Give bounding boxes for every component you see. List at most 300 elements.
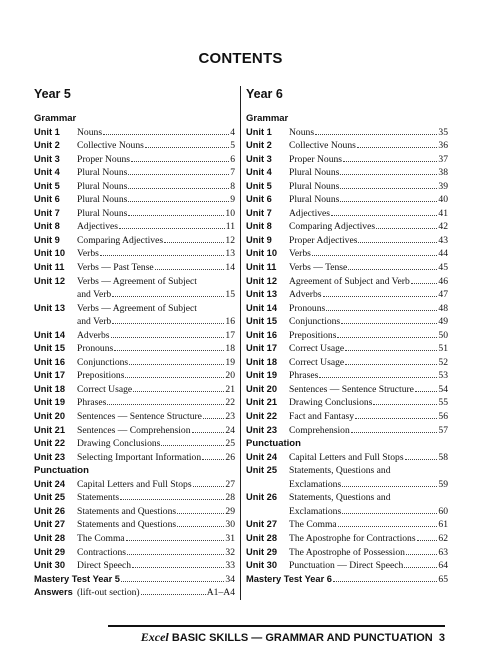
page-number: 39 [438, 180, 448, 192]
page-number: 37 [438, 153, 448, 165]
dot-leader [127, 546, 224, 555]
dot-leader [120, 491, 224, 500]
toc-entry[interactable] [34, 329, 235, 343]
unit-number: Unit 23 [34, 451, 65, 462]
unit-number: Unit 1 [246, 126, 272, 137]
grammar-heading: Grammar [34, 113, 77, 124]
toc-entry[interactable] [246, 166, 448, 180]
dot-leader [343, 153, 437, 162]
unit-title: Nouns [77, 126, 103, 138]
unit-title: Prepositions [289, 329, 337, 341]
dot-leader [126, 532, 225, 541]
page-number: 22 [225, 397, 235, 409]
unit-title: Plural Nouns [289, 194, 340, 206]
toc-entry-line [246, 207, 448, 221]
page-number: 33 [225, 560, 235, 572]
toc-entry[interactable] [246, 329, 448, 343]
unit-number: Unit 30 [246, 560, 277, 571]
toc-entry[interactable] [246, 139, 448, 153]
mastery-test-entry[interactable] [246, 573, 448, 587]
dot-leader [326, 302, 437, 311]
unit-title: Collective Nouns [77, 140, 144, 152]
page-number: 49 [438, 316, 448, 328]
toc-entry-line [246, 424, 448, 438]
dot-leader [323, 288, 438, 297]
unit-title: Verbs [77, 248, 99, 260]
page-title: CONTENTS [198, 50, 283, 67]
page-number: 46 [438, 275, 448, 287]
toc-entry[interactable] [34, 139, 235, 153]
page-number: A1–A4 [206, 587, 235, 599]
page-number: 10 [225, 207, 235, 219]
toc-entry[interactable] [246, 153, 448, 167]
unit-number: Unit 3 [34, 153, 60, 164]
unit-title: Adjectives [289, 207, 331, 219]
toc-entry[interactable] [246, 424, 448, 438]
unit-number: Unit 10 [246, 248, 277, 259]
page-number: 18 [225, 343, 235, 355]
unit-title: Sentences — Comprehension [77, 424, 191, 436]
dot-leader [119, 220, 225, 229]
unit-title: Plural Nouns [289, 180, 340, 192]
toc-entry[interactable] [246, 383, 448, 397]
unit-number: Unit 21 [246, 397, 277, 408]
page-number: 65 [438, 573, 448, 585]
toc-entry[interactable] [246, 180, 448, 194]
unit-number: Unit 12 [34, 275, 65, 286]
unit-number: Unit 6 [34, 194, 60, 205]
unit-title: The Apostrophe of Possession [289, 546, 405, 558]
grammar-list [34, 126, 235, 465]
toc-entry[interactable] [246, 234, 448, 248]
toc-entry[interactable] [246, 518, 448, 532]
toc-entry[interactable] [246, 126, 448, 140]
mastery-test-entry[interactable] [34, 573, 235, 587]
year-heading: Year 6 [246, 87, 283, 101]
page-number: 56 [438, 411, 448, 423]
unit-title: Proper Adjectives [289, 234, 358, 246]
year-5-column [34, 86, 235, 600]
toc-entry[interactable] [246, 193, 448, 207]
toc-entry[interactable] [34, 126, 235, 140]
unit-number: Unit 22 [34, 438, 65, 449]
unit-title: Phrases [77, 397, 107, 409]
page-number: 28 [225, 492, 235, 504]
unit-title: Pronouns [289, 302, 326, 314]
unit-number: Unit 4 [246, 167, 272, 178]
unit-title: The Comma [77, 532, 125, 544]
toc-entry[interactable] [34, 396, 235, 410]
unit-number: Unit 15 [246, 316, 277, 327]
unit-number: Unit 4 [34, 167, 60, 178]
unit-title: Correct Usage [289, 356, 345, 368]
page-number: 38 [438, 167, 448, 179]
page-number: 27 [225, 478, 235, 490]
unit-number: Unit 28 [34, 532, 65, 543]
dot-leader [337, 329, 437, 338]
unit-title: Adverbs [77, 329, 110, 341]
toc-entry-line [246, 315, 448, 329]
dot-leader [340, 166, 437, 175]
unit-title-continued: Exclamations [289, 505, 342, 517]
toc-entry[interactable] [246, 247, 448, 261]
toc-entry-line [246, 356, 448, 370]
toc-entry[interactable] [34, 478, 235, 492]
page-number: 26 [225, 451, 235, 463]
unit-number: Unit 26 [246, 492, 277, 503]
unit-title: Prepositions [77, 370, 125, 382]
page-number: 14 [225, 262, 235, 274]
toc-entry[interactable] [246, 288, 448, 302]
unit-title: Direct Speech [77, 560, 132, 572]
toc-entry-line [34, 437, 235, 451]
unit-number: Unit 11 [246, 262, 277, 273]
toc-entry[interactable] [34, 410, 235, 424]
toc-entry[interactable] [34, 559, 235, 573]
unit-title: Punctuation — Direct Speech [289, 560, 404, 572]
dot-leader [203, 410, 224, 419]
dot-leader [411, 275, 438, 284]
page-number: 34 [225, 573, 235, 585]
unit-number: Unit 7 [246, 207, 272, 218]
unit-number: Unit 18 [34, 383, 65, 394]
unit-number: Unit 11 [34, 262, 65, 273]
toc-entry[interactable] [34, 220, 235, 234]
toc-entry[interactable] [246, 342, 448, 356]
unit-number: Unit 22 [246, 411, 277, 422]
toc-entry[interactable] [34, 153, 235, 167]
toc-entry[interactable] [246, 261, 448, 275]
toc-entry-line [34, 193, 235, 207]
dot-leader [100, 247, 225, 256]
dot-leader [121, 573, 224, 582]
toc-entry[interactable] [34, 369, 235, 383]
dot-leader [193, 478, 225, 487]
unit-number: Unit 21 [34, 424, 65, 435]
toc-entry-line [246, 234, 448, 248]
toc-entry[interactable] [246, 532, 448, 546]
toc-entry-line [246, 180, 448, 194]
grammar-list [246, 126, 448, 438]
page-number: 35 [438, 126, 448, 138]
unit-number: Unit 27 [34, 519, 65, 530]
page-number: 53 [438, 370, 448, 382]
dot-leader [338, 518, 438, 527]
unit-number: Unit 24 [34, 478, 65, 489]
toc-entry-line [34, 207, 235, 221]
dot-leader [340, 193, 437, 202]
toc-entry-line [34, 383, 235, 397]
page-number: 16 [225, 316, 235, 328]
dot-leader [404, 559, 437, 568]
toc-entry[interactable] [34, 356, 235, 370]
toc-entry[interactable] [34, 505, 235, 519]
page-number: 62 [438, 532, 448, 544]
page-number: 43 [438, 234, 448, 246]
toc-entry[interactable] [246, 546, 448, 560]
unit-title: Verbs — Agreement of Subject [77, 275, 197, 287]
toc-entry-line [34, 315, 235, 329]
page-number: 61 [438, 519, 448, 531]
toc-entry-line [34, 275, 235, 289]
unit-number: Unit 3 [246, 153, 272, 164]
unit-number: Unit 16 [246, 329, 277, 340]
toc-entry[interactable] [34, 234, 235, 248]
unit-title: Drawing Conclusions [289, 397, 373, 409]
toc-entry-line [34, 261, 235, 275]
toc-entry-line [246, 288, 448, 302]
punctuation-list [246, 451, 448, 573]
unit-title: Statements, Questions and [289, 465, 391, 477]
unit-title: Selecting Important Information [77, 451, 202, 463]
dot-leader [145, 139, 229, 148]
page-number: 51 [438, 343, 448, 355]
toc-entry[interactable] [34, 342, 235, 356]
unit-number: Unit 17 [34, 370, 65, 381]
brand-logo: Excel [140, 630, 169, 644]
toc-entry[interactable] [34, 193, 235, 207]
dot-leader [345, 342, 437, 351]
toc-entry-line [246, 261, 448, 275]
toc-entry-line [246, 302, 448, 316]
unit-number: Unit 1 [34, 126, 60, 137]
page-number: 19 [225, 356, 235, 368]
unit-title: Sentences — Sentence Structure [77, 411, 202, 423]
toc-entry[interactable] [34, 207, 235, 221]
unit-number: Unit 28 [246, 532, 277, 543]
dot-leader [348, 261, 437, 270]
toc-entry[interactable] [34, 383, 235, 397]
toc-entry[interactable] [34, 247, 235, 261]
unit-title: Verbs [289, 248, 311, 260]
page-number: 6 [230, 153, 235, 165]
toc-entry-line [34, 410, 235, 424]
page-number: 58 [438, 451, 448, 463]
unit-number: Unit 13 [34, 302, 65, 313]
toc-entry[interactable] [34, 261, 235, 275]
unit-title: Plural Nouns [77, 167, 128, 179]
toc-entry-line [246, 451, 448, 465]
page-number: 11 [225, 221, 235, 233]
unit-title: Adverbs [289, 289, 322, 301]
toc-entry-line [246, 383, 448, 397]
toc-entry[interactable] [246, 451, 448, 465]
unit-number: Unit 26 [34, 505, 65, 516]
toc-entry[interactable] [246, 464, 448, 491]
dot-leader [133, 383, 224, 392]
toc-entry-line [246, 153, 448, 167]
unit-number: Unit 24 [246, 451, 277, 462]
toc-entry-line [34, 356, 235, 370]
toc-entry[interactable] [34, 532, 235, 546]
page-number: 57 [438, 424, 448, 436]
page-number: 24 [225, 424, 235, 436]
mastery-test-label: Mastery Test Year 5 [34, 573, 120, 584]
page-number: 36 [438, 140, 448, 152]
unit-number: Unit 13 [246, 289, 277, 300]
page-number: 50 [438, 329, 448, 341]
toc-entry[interactable] [246, 559, 448, 573]
dot-leader [357, 139, 438, 148]
answers-entry[interactable] [34, 586, 235, 600]
toc-entry[interactable] [246, 410, 448, 424]
toc-entry-line [34, 559, 235, 573]
toc-entry-line [246, 329, 448, 343]
dot-leader [125, 369, 224, 378]
unit-number: Unit 23 [246, 424, 277, 435]
dot-leader [177, 505, 224, 514]
toc-entry[interactable] [34, 451, 235, 465]
toc-entry-line [34, 166, 235, 180]
toc-entry-line [246, 491, 448, 505]
page-number: 21 [225, 383, 235, 395]
dot-leader [351, 424, 438, 433]
toc-entry-line [246, 247, 448, 261]
answers-title: (lift-out section) [77, 587, 140, 599]
dot-leader [355, 410, 437, 419]
unit-title: Verbs — Tense [289, 262, 348, 274]
dot-leader [319, 369, 437, 378]
unit-number: Unit 6 [246, 194, 272, 205]
unit-number: Unit 20 [34, 411, 65, 422]
page-number: 8 [230, 180, 235, 192]
unit-title: Verbs — Past Tense [77, 262, 154, 274]
toc-entry-line [246, 559, 448, 573]
punctuation-heading: Punctuation [34, 465, 89, 477]
dot-leader [128, 207, 224, 216]
unit-title: Pronouns [77, 343, 114, 355]
unit-title: Capital Letters and Full Stops [77, 478, 192, 490]
unit-number: Unit 8 [34, 221, 60, 232]
page-number: 60 [438, 505, 448, 517]
unit-title-continued: Exclamations [289, 478, 342, 490]
toc-entry-line [246, 410, 448, 424]
page-number: 29 [225, 505, 235, 517]
toc-entry[interactable] [246, 396, 448, 410]
unit-title: Conjunctions [77, 356, 129, 368]
unit-title: Sentences — Sentence Structure [289, 383, 414, 395]
page-number: 12 [225, 234, 235, 246]
toc-entry[interactable] [246, 220, 448, 234]
toc-entry-line [34, 247, 235, 261]
unit-title: Nouns [289, 126, 315, 138]
toc-entry-line [34, 288, 235, 302]
toc-entry[interactable] [246, 275, 448, 289]
unit-number: Unit 2 [246, 140, 272, 151]
dot-leader [161, 437, 224, 446]
unit-number: Unit 9 [34, 234, 60, 245]
unit-title: Proper Nouns [77, 153, 131, 165]
dot-leader [177, 518, 224, 527]
toc-entry[interactable] [34, 275, 235, 302]
unit-number: Unit 14 [34, 329, 65, 340]
toc-entry[interactable] [34, 518, 235, 532]
toc-entry[interactable] [246, 491, 448, 518]
dot-leader [315, 126, 437, 135]
unit-number: Unit 29 [34, 546, 65, 557]
toc-entry[interactable] [34, 437, 235, 451]
dot-leader [103, 126, 229, 135]
toc-entry[interactable] [246, 315, 448, 329]
toc-entry[interactable] [34, 180, 235, 194]
unit-number: Unit 19 [246, 370, 277, 381]
unit-number: Unit 16 [34, 356, 65, 367]
unit-title: Plural Nouns [77, 180, 128, 192]
dot-leader [406, 546, 437, 555]
toc-entry[interactable] [34, 546, 235, 560]
dot-leader [164, 234, 224, 243]
dot-leader [132, 559, 224, 568]
dot-leader [128, 193, 229, 202]
toc-entry-line [34, 302, 235, 316]
toc-entry-line [34, 518, 235, 532]
unit-title: Comprehension [289, 424, 350, 436]
toc-entry[interactable] [34, 491, 235, 505]
unit-title: Drawing Conclusions [77, 438, 161, 450]
unit-number: Unit 7 [34, 207, 60, 218]
mastery-test-label: Mastery Test Year 6 [246, 573, 332, 584]
toc-entry-line [246, 505, 448, 519]
toc-entry[interactable] [34, 424, 235, 438]
toc-entry-line [246, 464, 448, 478]
year-heading: Year 5 [34, 87, 71, 101]
toc-entry-line [34, 126, 235, 140]
page-number: 41 [438, 207, 448, 219]
page-number: 23 [225, 411, 235, 423]
page-number: 15 [225, 289, 235, 301]
toc-entry-line [34, 478, 235, 492]
dot-leader [331, 207, 437, 216]
dot-leader [131, 153, 229, 162]
unit-title: Plural Nouns [77, 194, 128, 206]
dot-leader [342, 505, 437, 514]
toc-entry[interactable] [246, 207, 448, 221]
answers-label: Answers [34, 587, 73, 598]
toc-entry-line [246, 166, 448, 180]
unit-title: Fact and Fantasy [289, 411, 355, 423]
toc-entry[interactable] [246, 302, 448, 316]
dot-leader [128, 166, 229, 175]
dot-leader [341, 315, 437, 324]
toc-entry-line [34, 342, 235, 356]
unit-number: Unit 14 [246, 302, 277, 313]
toc-entry-line [246, 220, 448, 234]
toc-entry-line [246, 275, 448, 289]
unit-title: Adjectives [77, 221, 119, 233]
unit-number: Unit 15 [34, 343, 65, 354]
unit-number: Unit 17 [246, 343, 277, 354]
page-number: 5 [230, 140, 235, 152]
unit-title-continued: and Verb [77, 316, 112, 328]
page-number: 44 [438, 248, 448, 260]
dot-leader [345, 356, 437, 365]
toc-entry-line [246, 139, 448, 153]
unit-number: Unit 27 [246, 519, 277, 530]
toc-entry[interactable] [246, 356, 448, 370]
toc-entry-line [246, 546, 448, 560]
page-number: 42 [438, 221, 448, 233]
dot-leader [155, 261, 225, 270]
toc-entry-line [246, 518, 448, 532]
page-number: 48 [438, 302, 448, 314]
toc-entry[interactable] [246, 369, 448, 383]
toc-entry-line [246, 342, 448, 356]
toc-entry-line [34, 234, 235, 248]
dot-leader [111, 329, 225, 338]
toc-entry[interactable] [34, 302, 235, 329]
dot-leader [405, 451, 438, 460]
toc-entry[interactable] [34, 166, 235, 180]
